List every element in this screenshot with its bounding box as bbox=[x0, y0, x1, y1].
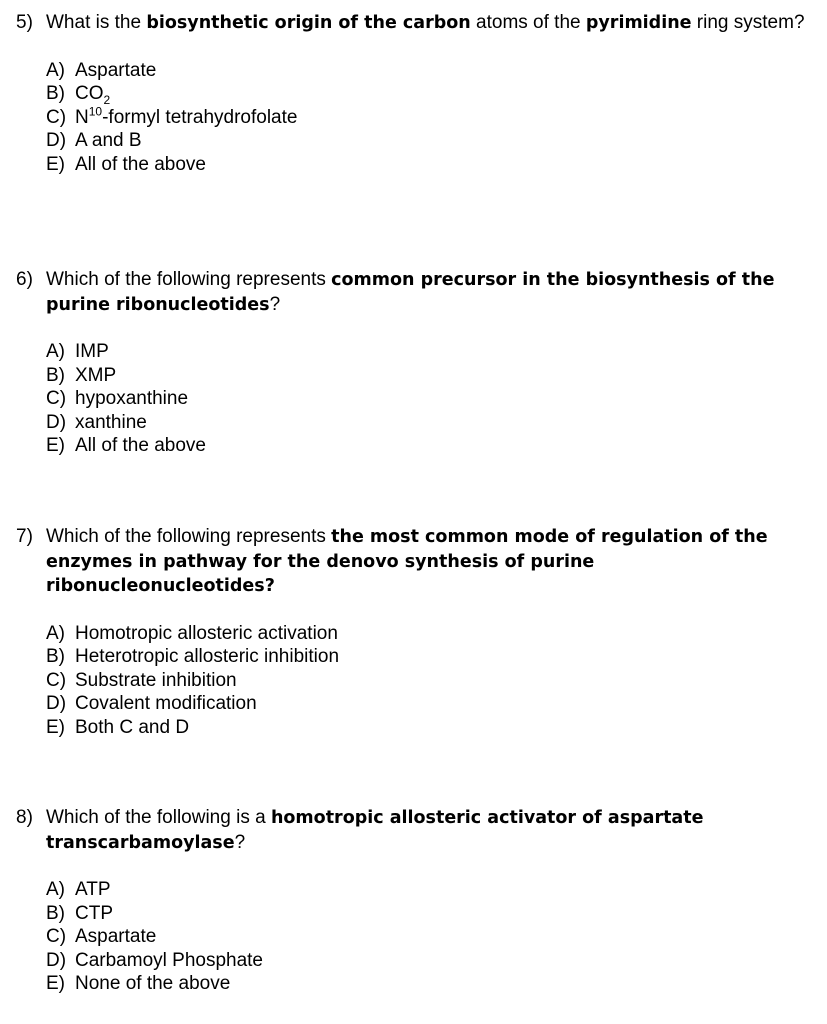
option-letter: B) bbox=[46, 902, 65, 924]
option-b bbox=[46, 645, 806, 669]
option-b bbox=[46, 902, 806, 926]
option-a bbox=[46, 59, 806, 83]
option-text: XMP bbox=[75, 364, 117, 386]
question-number: 6) bbox=[16, 269, 33, 290]
option-text: Heterotropic allosteric inhibition bbox=[75, 646, 340, 667]
superscript: 10 bbox=[88, 104, 103, 119]
question-7 bbox=[16, 525, 806, 739]
option-text: A and B bbox=[75, 130, 142, 151]
question-number: 8) bbox=[16, 807, 33, 828]
option-d bbox=[46, 949, 806, 973]
option-letter: C) bbox=[46, 106, 67, 128]
option-letter: E) bbox=[46, 435, 65, 456]
option-a bbox=[46, 622, 806, 646]
option-letter: B) bbox=[46, 364, 65, 386]
option-c bbox=[46, 106, 806, 130]
subscript: 2 bbox=[103, 92, 111, 107]
option-letter: B) bbox=[46, 646, 65, 667]
option-e bbox=[46, 153, 806, 177]
option-text: Aspartate bbox=[75, 59, 157, 81]
option-text: Aspartate bbox=[75, 926, 157, 947]
option-letter: E) bbox=[46, 716, 65, 738]
option-letter: A) bbox=[46, 622, 65, 644]
option-letter: E) bbox=[46, 153, 65, 175]
option-e bbox=[46, 972, 806, 996]
option-letter: C) bbox=[46, 926, 67, 947]
option-text: Homotropic allosteric activation bbox=[75, 622, 338, 644]
option-text: CTP bbox=[75, 902, 113, 924]
option-c bbox=[46, 925, 806, 949]
answer-options bbox=[46, 878, 806, 996]
question-stem bbox=[16, 806, 806, 855]
option-letter: A) bbox=[46, 341, 65, 362]
question-stem bbox=[16, 268, 806, 317]
option-letter: D) bbox=[46, 411, 67, 433]
option-letter: D) bbox=[46, 130, 67, 151]
option-text: Carbamoyl Phosphate bbox=[75, 949, 263, 971]
option-text: Covalent modification bbox=[75, 693, 257, 714]
answer-options bbox=[46, 340, 806, 458]
option-text: Both C and D bbox=[75, 716, 190, 738]
option-c bbox=[46, 669, 806, 693]
option-letter: A) bbox=[46, 879, 65, 900]
option-a bbox=[46, 878, 806, 902]
option-d bbox=[46, 129, 806, 153]
option-text: All of the above bbox=[75, 435, 206, 456]
option-text: $N^{10}$-formyl tetrahydrofolate bbox=[75, 104, 298, 128]
answer-options bbox=[46, 622, 806, 740]
option-text: IMP bbox=[75, 341, 109, 362]
option-e bbox=[46, 434, 806, 458]
option-d bbox=[46, 411, 806, 435]
option-letter: E) bbox=[46, 973, 65, 994]
option-text: All of the above bbox=[75, 153, 206, 175]
option-letter: C) bbox=[46, 669, 67, 691]
question-stem bbox=[16, 525, 806, 599]
option-letter: D) bbox=[46, 693, 67, 714]
option-d bbox=[46, 692, 806, 716]
option-text: hypoxanthine bbox=[75, 388, 189, 409]
option-b bbox=[46, 364, 806, 388]
option-e bbox=[46, 716, 806, 740]
question-stem bbox=[16, 11, 806, 36]
option-a bbox=[46, 340, 806, 364]
question-text: Which of the following represents the most common mode of regulation of the enzymes in pathway for the denovo synthesis of purine ribonucleonucleotides? bbox=[46, 526, 768, 596]
option-b bbox=[46, 82, 806, 106]
option-text: ATP bbox=[75, 879, 111, 900]
option-c bbox=[46, 387, 806, 411]
question-text: Which of the following represents common precursor in the biosynthesis of the purine ribonucleotides? bbox=[46, 269, 775, 315]
option-letter: A) bbox=[46, 59, 65, 81]
question-5 bbox=[16, 11, 806, 176]
option-text: xanthine bbox=[75, 411, 147, 433]
question-8 bbox=[16, 806, 806, 996]
question-number: 5) bbox=[16, 12, 33, 33]
option-letter: C) bbox=[46, 388, 67, 409]
question-text: What is the biosynthetic origin of the carbon atoms of the pyrimidine ring system? bbox=[46, 12, 805, 33]
option-text: Substrate inhibition bbox=[75, 669, 237, 691]
option-letter: D) bbox=[46, 949, 67, 971]
option-letter: B) bbox=[46, 83, 65, 104]
question-6 bbox=[16, 268, 806, 458]
option-text: $CO_2$ bbox=[75, 83, 111, 107]
option-text: None of the above bbox=[75, 973, 231, 994]
question-text: Which of the following is a homotropic allosteric activator of aspartate transcarbamoylase? bbox=[46, 807, 704, 853]
answer-options bbox=[46, 59, 806, 177]
question-number: 7) bbox=[16, 526, 33, 547]
